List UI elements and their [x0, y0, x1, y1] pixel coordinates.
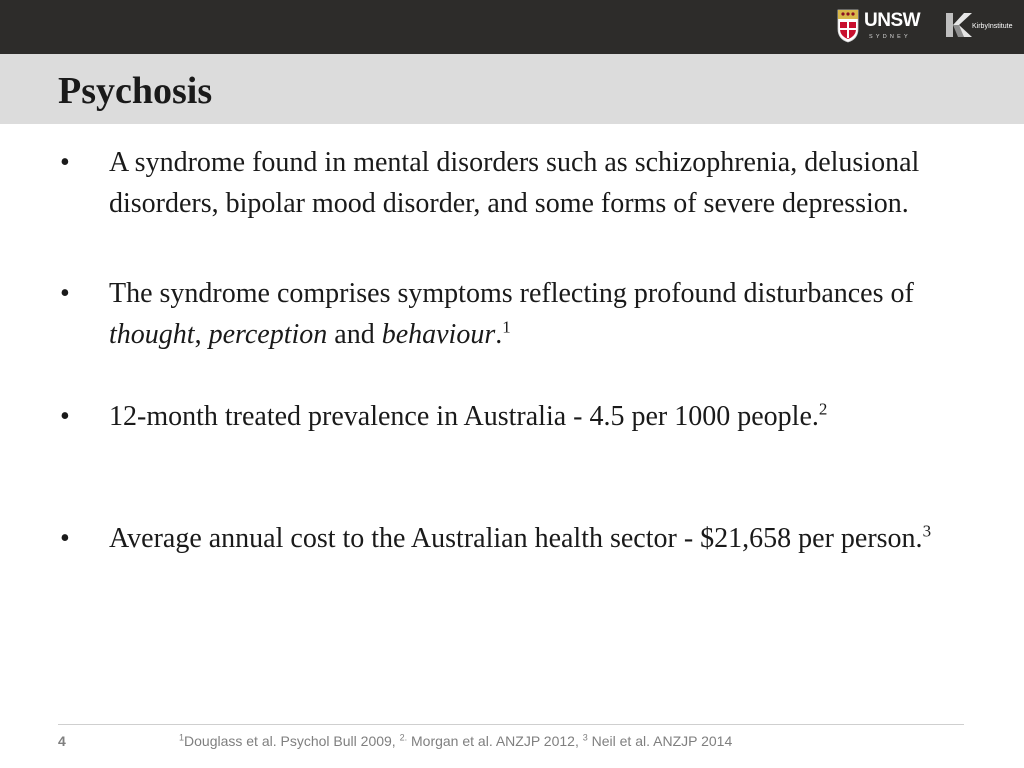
bullet-text — [109, 518, 959, 559]
unsw-wordmark: UNSW — [864, 10, 921, 31]
citation-superscript: 1 — [502, 317, 511, 337]
bullet-text-content: The syndrome comprises symptoms reflecting profound disturbances of — [109, 278, 914, 309]
ref-text: Morgan et al. ANZJP 2012, — [407, 733, 583, 749]
kirby-wordmark: KirbyInstitute — [972, 23, 1013, 30]
citation-superscript: 3 — [922, 521, 932, 541]
period: . — [495, 319, 503, 350]
bullet-text-content: A syndrome found in mental disorders such as schizophrenia, delusional disorders, bipolar mood disorder, and some forms of severe depression. — [109, 147, 920, 219]
bullet-marker: • — [60, 523, 70, 554]
bullet-text-content: 12-month treated prevalence in Australia - 4.5 per 1000 people. — [109, 401, 819, 432]
bullet-text — [109, 273, 959, 355]
top-header-bar — [0, 0, 1024, 54]
bullet-text-content: Average annual cost to the Australian health sector - $21,658 per person. — [109, 523, 923, 554]
emphasis-perception: perception — [208, 319, 328, 350]
slide-title: Psychosis — [58, 70, 213, 112]
ref-superscript: 2. — [399, 732, 408, 743]
kirby-institute-logo — [944, 11, 1016, 41]
bullet-marker: • — [60, 147, 70, 178]
ref-text: Douglass et al. Psychol Bull 2009, — [184, 733, 400, 749]
unsw-logo — [837, 9, 927, 45]
bullet-marker: • — [60, 278, 70, 309]
footer-divider — [58, 724, 964, 725]
bullet-marker: • — [60, 401, 70, 432]
ref-superscript: 1 — [179, 732, 185, 743]
separator: and — [327, 319, 382, 350]
kirby-k-icon — [944, 11, 974, 39]
page-number: 4 — [58, 733, 66, 749]
emphasis-thought: thought — [109, 319, 195, 350]
ref-text: Neil et al. ANZJP 2014 — [587, 733, 733, 749]
unsw-subtitle: SYDNEY — [869, 34, 911, 40]
bullet-text — [109, 396, 959, 437]
references-footer — [179, 732, 732, 750]
separator: , — [194, 319, 209, 350]
title-bar — [0, 54, 1024, 124]
emphasis-behaviour: behaviour — [381, 319, 496, 350]
unsw-crest-icon — [837, 9, 859, 43]
citation-superscript: 2 — [818, 399, 828, 419]
ref-superscript: 3 — [582, 732, 588, 743]
bullet-text — [109, 142, 959, 224]
